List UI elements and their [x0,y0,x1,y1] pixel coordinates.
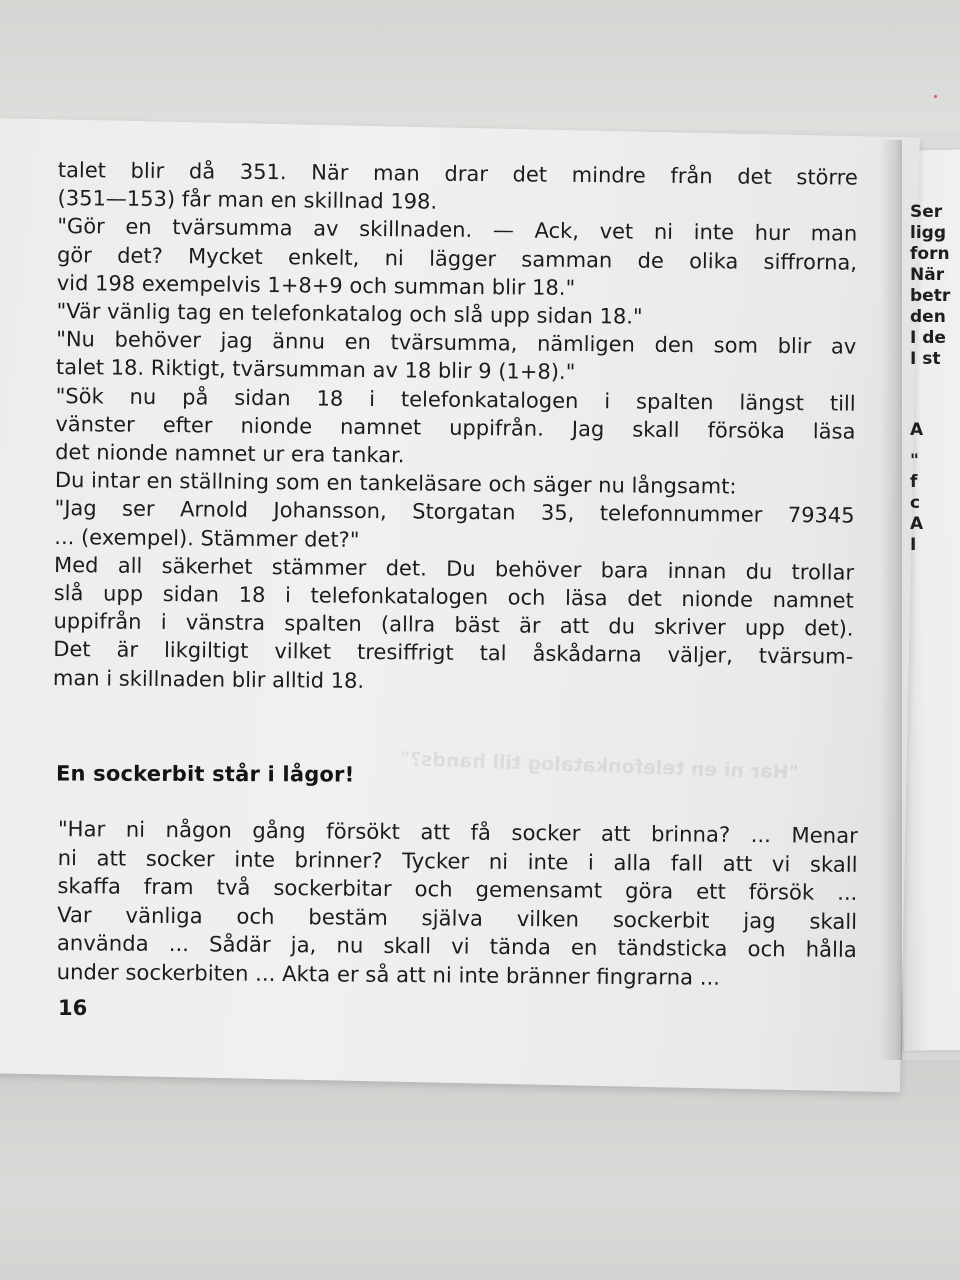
text-line: använda ... Sådär ja, nu skall vi tända en tändsticka och hålla [56,930,857,963]
show-through-text: "Har ni en telefonkatalog till hands?" [399,748,799,784]
adjacent-text-fragment: f [910,472,918,492]
text-line: Med all säkerhet stämmer det. Du behöver bara innan du trollar [53,552,855,585]
text-line: Var vänliga och bestäm själva vilken sockerbit jag skall [57,901,858,934]
text-line: ... (exempel). Stämmer det?" [54,524,360,552]
adjacent-text-fragment: " [910,451,919,471]
adjacent-text-fragment: betr [910,286,951,306]
adjacent-text-fragment: den [910,307,946,327]
text-line: (351—153) får man en skillnad 198. [57,186,438,214]
text-line: vid 198 exempelvis 1+8+9 och summan blir 18." [56,270,576,300]
body-text-lower [57,815,858,994]
adjacent-text-fragment: I de [910,328,946,348]
text-line: talet blir då 351. När man drar det mindre från det större [57,157,858,190]
text-line: "Har ni någon gång försökt att få socker att brinna? ... Menar [57,815,858,848]
text-line: talet 18. Riktigt, tvärsumman av 18 blir 9 (1+8)." [55,355,576,385]
adjacent-text-fragment: forn [910,244,950,264]
adjacent-text-fragment: ligg [910,223,946,243]
adjacent-text-fragment: A [910,514,924,534]
text-line: "Sök nu på sidan 18 i telefonkatalogen i spalten längst till [55,383,856,416]
adjacent-text-fragment: A [910,420,924,440]
text-line: Det är likgiltigt vilket tresiffrigt tal åskådarna väljer, tvärsum- [53,637,854,670]
adjacent-text-fragment: Ser [910,202,943,222]
adjacent-text-fragment: I [910,535,917,555]
text-line: "Jag ser Arnold Johansson, Storgatan 35, telefonnummer 79345 [54,496,855,529]
text-line: skaffa fram två sockerbitar och gemensamt göra ett försök ... [57,873,858,906]
text-line: gör det? Mycket enkelt, ni lägger samman de olika siffrorna, [56,242,858,275]
text-line: vänster efter nionde namnet uppifrån. Jag skall försöka läsa [55,411,856,444]
text-line: "Vär vänlig tag en telefonkatalog och slå upp sidan 18." [56,299,643,329]
background-top [0,0,960,130]
section-heading: En sockerbit står i lågor! [55,761,355,787]
text-line: "Gör en tvärsumma av skillnaden. — Ack, vet ni inte hur man [57,214,858,247]
text-line: slå upp sidan 18 i telefonkatalogen och läsa det nionde namnet [53,581,854,613]
adjacent-text-fragment: I st [910,349,941,369]
text-line: under sockerbiten ... Akta er så att ni inte bränner fingrarna ... [56,958,721,990]
gutter-shadow [880,140,902,1060]
text-line: Du intar en ställning som en tankeläsare och säger nu långsamt: [54,468,737,499]
text-line: ni att socker inte brinner? Tycker ni inte i alla fall att vi skall [57,844,858,877]
text-line: man i skillnaden blir alltid 18. [52,665,365,693]
ink-speck [934,95,937,98]
body-text-upper [53,156,858,700]
text-line: det nionde namnet ur era tankar. [55,440,405,468]
background-bottom [0,1060,960,1280]
adjacent-text-fragment: När [910,265,945,285]
page-number: 16 [58,996,88,1020]
adjacent-text-fragment: c [910,493,921,513]
text-line: "Nu behöver jag ännu en tvärsumma, nämligen den som blir av [56,327,857,359]
text-line: uppifrån i vänstra spalten (allra bäst är att du skriver upp det). [53,609,854,641]
adjacent-page-text [910,202,950,556]
